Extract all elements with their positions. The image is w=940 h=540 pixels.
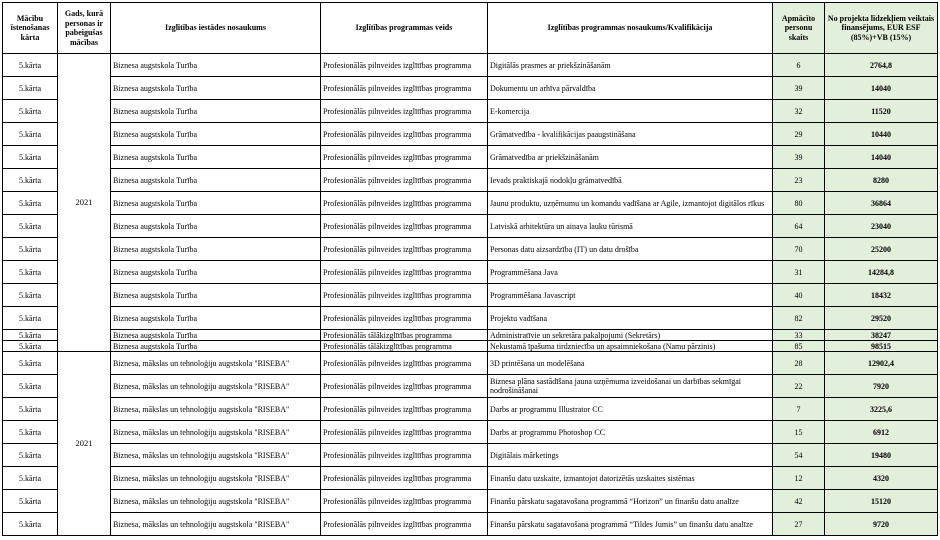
cell-iestade: Biznesa augstskola Turība — [111, 100, 321, 123]
cell-veids: Profesionālās pilnveides izglītības programma — [321, 100, 488, 123]
cell-karta: 5.kārta — [3, 513, 58, 536]
table-row — [3, 330, 938, 341]
header-gads: Gads, kurā personas ir pabeigušas mācības — [58, 3, 111, 54]
table-row — [3, 169, 938, 192]
cell-veids: Profesionālās pilnveides izglītības programma — [321, 261, 488, 284]
cell-karta: 5.kārta — [3, 444, 58, 467]
table-row — [3, 467, 938, 490]
table-row — [3, 307, 938, 330]
cell-veids: Profesionālās pilnveides izglītības programma — [321, 307, 488, 330]
cell-iestade: Biznesa augstskola Turība — [111, 77, 321, 100]
cell-summa: 4320 — [825, 467, 938, 490]
cell-iestade: Biznesa augstskola Turība — [111, 261, 321, 284]
cell-iestade: Biznesa augstskola Turība — [111, 330, 321, 341]
cell-summa: 6912 — [825, 421, 938, 444]
cell-summa: 18432 — [825, 284, 938, 307]
cell-iestade: Biznesa, mākslas un tehnoloģiju augstskola "RISEBA" — [111, 444, 321, 467]
cell-veids: Profesionālās pilnveides izglītības programma — [321, 54, 488, 77]
table-row — [3, 54, 938, 77]
cell-karta: 5.kārta — [3, 169, 58, 192]
cell-skaits: 85 — [773, 341, 825, 352]
cell-programma: Digitālais mārketings — [488, 444, 773, 467]
cell-karta: 5.kārta — [3, 341, 58, 352]
cell-skaits: 80 — [773, 192, 825, 215]
cell-iestade: Biznesa augstskola Turība — [111, 192, 321, 215]
cell-summa: 98515 — [825, 341, 938, 352]
cell-veids: Profesionālās pilnveides izglītības programma — [321, 444, 488, 467]
cell-karta: 5.kārta — [3, 261, 58, 284]
header-skaits: Apmācīto personu skaits — [773, 3, 825, 54]
cell-programma: Administratīvie un sekretāra pakalpojumi (Sekretārs) — [488, 330, 773, 341]
cell-programma: Jaunu produktu, uzņēmumu un komandu vadīšana ar Agile, izmantojot digitālos rīkus — [488, 192, 773, 215]
cell-iestade: Biznesa augstskola Turība — [111, 54, 321, 77]
cell-karta: 5.kārta — [3, 77, 58, 100]
cell-summa: 23040 — [825, 215, 938, 238]
cell-programma: Digitālās prasmes ar priekšzināšanām — [488, 54, 773, 77]
cell-karta: 5.kārta — [3, 238, 58, 261]
cell-karta: 5.kārta — [3, 215, 58, 238]
cell-karta: 5.kārta — [3, 54, 58, 77]
cell-programma: Latviskā arhitektūra un ainava lauku tūrismā — [488, 215, 773, 238]
table-row — [3, 421, 938, 444]
cell-veids: Profesionālās pilnveides izglītības programma — [321, 352, 488, 375]
table-row — [3, 123, 938, 146]
cell-skaits: 7 — [773, 398, 825, 421]
cell-skaits: 31 — [773, 261, 825, 284]
cell-karta: 5.kārta — [3, 352, 58, 375]
header-iestade: Izglītības iestādes nosaukums — [111, 3, 321, 54]
cell-programma: E-komercija — [488, 100, 773, 123]
cell-summa: 2764,8 — [825, 54, 938, 77]
cell-programma: Programmēšana Javascript — [488, 284, 773, 307]
cell-skaits: 29 — [773, 123, 825, 146]
cell-summa: 29520 — [825, 307, 938, 330]
cell-summa: 25200 — [825, 238, 938, 261]
cell-karta: 5.kārta — [3, 192, 58, 215]
cell-summa: 38247 — [825, 330, 938, 341]
cell-iestade: Biznesa augstskola Turība — [111, 284, 321, 307]
cell-summa: 15120 — [825, 490, 938, 513]
header-karta: Mācību īstenošanas kārta — [3, 3, 58, 54]
cell-veids: Profesionālās tālākizglītības programma — [321, 330, 488, 341]
cell-skaits: 6 — [773, 54, 825, 77]
header-finansejums: No projekta līdzekļiem veiktais finansējums, EUR ESF (85%)+VB (15%) — [825, 3, 938, 54]
cell-programma: Personas datu aizsardzība (IT) un datu drošība — [488, 238, 773, 261]
cell-veids: Profesionālās pilnveides izglītības programma — [321, 192, 488, 215]
cell-programma: 3D printēšana un modelēšana — [488, 352, 773, 375]
cell-veids: Profesionālās pilnveides izglītības programma — [321, 490, 488, 513]
cell-programma: Biznesa plāna sastādīšana jauna uzņēmuma izveidošanai un darbības sekmīgai nodrošināšanai — [488, 375, 773, 398]
table-row — [3, 192, 938, 215]
cell-karta: 5.kārta — [3, 284, 58, 307]
table-row — [3, 341, 938, 352]
table-row — [3, 238, 938, 261]
cell-veids: Profesionālās pilnveides izglītības programma — [321, 215, 488, 238]
table-row — [3, 215, 938, 238]
cell-iestade: Biznesa, mākslas un tehnoloģiju augstskola "RISEBA" — [111, 513, 321, 536]
cell-karta: 5.kārta — [3, 307, 58, 330]
cell-veids: Profesionālās pilnveides izglītības programma — [321, 123, 488, 146]
training-table — [2, 2, 938, 536]
cell-karta: 5.kārta — [3, 490, 58, 513]
cell-veids: Profesionālās pilnveides izglītības programma — [321, 513, 488, 536]
table-row — [3, 146, 938, 169]
cell-veids: Profesionālās pilnveides izglītības programma — [321, 467, 488, 490]
cell-karta: 5.kārta — [3, 330, 58, 341]
cell-skaits: 22 — [773, 375, 825, 398]
cell-veids: Profesionālās pilnveides izglītības programma — [321, 146, 488, 169]
cell-summa: 7920 — [825, 375, 938, 398]
cell-veids: Profesionālās pilnveides izglītības programma — [321, 238, 488, 261]
cell-programma: Grāmatvedība ar priekšzināšanām — [488, 146, 773, 169]
cell-skaits: 15 — [773, 421, 825, 444]
cell-veids: Profesionālās pilnveides izglītības programma — [321, 421, 488, 444]
table-row — [3, 444, 938, 467]
table-row — [3, 375, 938, 398]
cell-programma: Ievads praktiskajā nodokļu grāmatvedībā — [488, 169, 773, 192]
cell-skaits: 33 — [773, 330, 825, 341]
cell-skaits: 39 — [773, 77, 825, 100]
cell-veids: Profesionālās pilnveides izglītības programma — [321, 169, 488, 192]
cell-karta: 5.kārta — [3, 146, 58, 169]
cell-iestade: Biznesa augstskola Turība — [111, 341, 321, 352]
cell-veids: Profesionālās pilnveides izglītības programma — [321, 398, 488, 421]
cell-skaits: 32 — [773, 100, 825, 123]
cell-summa: 14040 — [825, 146, 938, 169]
cell-iestade: Biznesa, mākslas un tehnoloģiju augstskola "RISEBA" — [111, 352, 321, 375]
cell-skaits: 64 — [773, 215, 825, 238]
cell-summa: 8280 — [825, 169, 938, 192]
cell-karta: 5.kārta — [3, 123, 58, 146]
cell-skaits: 39 — [773, 146, 825, 169]
header-veids: Izglītības programmas veids — [321, 3, 488, 54]
cell-iestade: Biznesa augstskola Turība — [111, 215, 321, 238]
cell-summa: 14040 — [825, 77, 938, 100]
cell-summa: 9720 — [825, 513, 938, 536]
cell-iestade: Biznesa augstskola Turība — [111, 146, 321, 169]
cell-skaits: 54 — [773, 444, 825, 467]
cell-summa: 12902,4 — [825, 352, 938, 375]
table-row — [3, 77, 938, 100]
cell-skaits: 27 — [773, 513, 825, 536]
cell-veids: Profesionālās pilnveides izglītības programma — [321, 375, 488, 398]
table-row — [3, 398, 938, 421]
cell-programma: Programmēšana Java — [488, 261, 773, 284]
header-programma: Izglītības programmas nosaukums/Kvalifikācija — [488, 3, 773, 54]
cell-programma: Finanšu datu uzskaite, izmantojot datorizētās uzskaites sistēmas — [488, 467, 773, 490]
cell-programma: Finanšu pārskatu sagatavošana programmā “Horizon” un finanšu datu analīze — [488, 490, 773, 513]
cell-iestade: Biznesa augstskola Turība — [111, 238, 321, 261]
cell-karta: 5.kārta — [3, 421, 58, 444]
cell-gads: 2021 — [58, 352, 111, 536]
cell-summa: 36864 — [825, 192, 938, 215]
table-row — [3, 490, 938, 513]
cell-karta: 5.kārta — [3, 375, 58, 398]
cell-programma: Nekustamā īpašuma tirdzniecība un apsaimniekošana (Namu pārzinis) — [488, 341, 773, 352]
cell-karta: 5.kārta — [3, 467, 58, 490]
cell-programma: Darbs ar programmu Photoshop CC — [488, 421, 773, 444]
header-row — [3, 3, 938, 54]
cell-gads: 2021 — [58, 54, 111, 352]
cell-programma: Grāmatvedība - kvalifikācijas paaugstināšana — [488, 123, 773, 146]
document-page — [2, 2, 938, 536]
cell-programma: Darbs ar programmu Illustrator CC — [488, 398, 773, 421]
cell-skaits: 12 — [773, 467, 825, 490]
cell-skaits: 40 — [773, 284, 825, 307]
cell-veids: Profesionālās pilnveides izglītības programma — [321, 77, 488, 100]
cell-iestade: Biznesa augstskola Turība — [111, 307, 321, 330]
cell-iestade: Biznesa, mākslas un tehnoloģiju augstskola "RISEBA" — [111, 467, 321, 490]
cell-iestade: Biznesa augstskola Turība — [111, 169, 321, 192]
cell-karta: 5.kārta — [3, 398, 58, 421]
cell-iestade: Biznesa augstskola Turība — [111, 123, 321, 146]
cell-iestade: Biznesa, mākslas un tehnoloģiju augstskola "RISEBA" — [111, 375, 321, 398]
cell-iestade: Biznesa, mākslas un tehnoloģiju augstskola "RISEBA" — [111, 421, 321, 444]
table-body — [3, 54, 938, 536]
cell-summa: 19480 — [825, 444, 938, 467]
cell-skaits: 42 — [773, 490, 825, 513]
table-row — [3, 284, 938, 307]
table-row — [3, 100, 938, 123]
cell-iestade: Biznesa, mākslas un tehnoloģiju augstskola "RISEBA" — [111, 398, 321, 421]
cell-veids: Profesionālās tālākizglītības programma — [321, 341, 488, 352]
cell-karta: 5.kārta — [3, 100, 58, 123]
cell-summa: 10440 — [825, 123, 938, 146]
cell-programma: Finanšu pārskatu sagatavošana programmā “Tildes Jumis” un finanšu datu analīze — [488, 513, 773, 536]
cell-iestade: Biznesa, mākslas un tehnoloģiju augstskola "RISEBA" — [111, 490, 321, 513]
cell-skaits: 70 — [773, 238, 825, 261]
cell-summa: 3225,6 — [825, 398, 938, 421]
cell-skaits: 82 — [773, 307, 825, 330]
cell-summa: 14284,8 — [825, 261, 938, 284]
cell-programma: Dokumentu un arhīva pārvaldība — [488, 77, 773, 100]
cell-summa: 11520 — [825, 100, 938, 123]
cell-skaits: 23 — [773, 169, 825, 192]
table-row — [3, 261, 938, 284]
cell-veids: Profesionālās pilnveides izglītības programma — [321, 284, 488, 307]
cell-skaits: 28 — [773, 352, 825, 375]
cell-programma: Projektu vadīšana — [488, 307, 773, 330]
table-row — [3, 513, 938, 536]
table-row — [3, 352, 938, 375]
